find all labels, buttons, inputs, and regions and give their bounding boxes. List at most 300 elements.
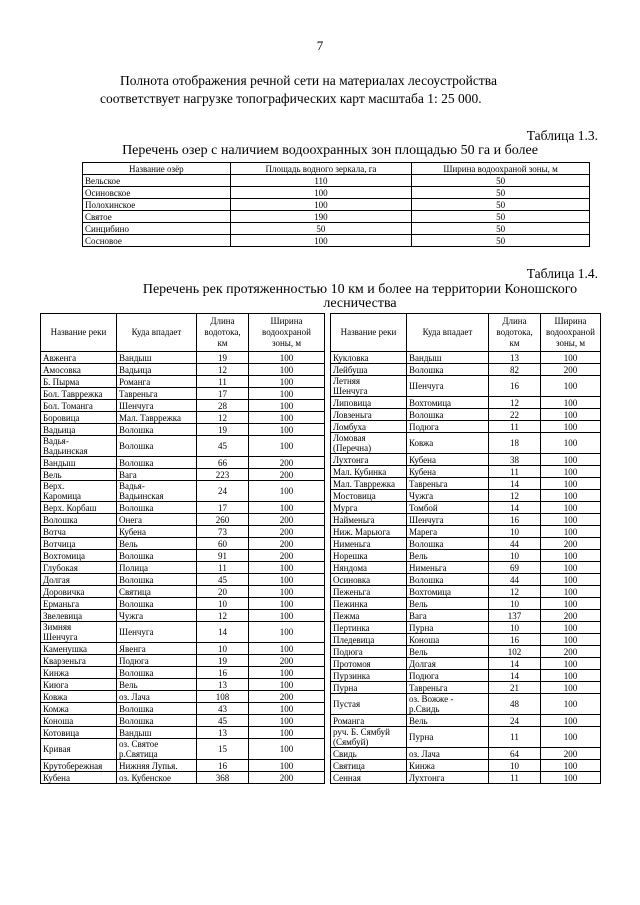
river-row-cell: 100 <box>249 715 325 727</box>
river-row <box>41 562 325 574</box>
river-row-cell: 14 <box>489 502 541 514</box>
river-row-cell: 100 <box>541 715 601 727</box>
river-row-cell: Волошка <box>407 409 489 421</box>
table-1-4-title-line1: Перечень рек протяженностью 10 км и более на территории Коношского <box>142 282 578 297</box>
river-row-cell: Волошка <box>117 715 197 727</box>
river-row-cell: 38 <box>489 454 541 466</box>
river-row <box>331 526 601 538</box>
river-row-cell: Бол. Тавррежка <box>41 388 117 400</box>
lake-row-cell: Осиновское <box>83 187 231 199</box>
lakes-table <box>82 162 590 247</box>
lake-row <box>83 175 590 187</box>
river-row <box>331 466 601 478</box>
river-row-cell: 19 <box>197 655 249 667</box>
river-row-cell: 200 <box>249 514 325 526</box>
river-row-cell: Киюга <box>41 679 117 691</box>
river-row-cell: Протомоя <box>331 658 407 670</box>
river-row <box>331 490 601 502</box>
river-row <box>331 376 601 397</box>
river-row-cell: 11 <box>489 727 541 748</box>
river-row-cell: Чужга <box>117 610 197 622</box>
river-row-cell: Бол. Томанга <box>41 400 117 412</box>
river-row-cell: 100 <box>541 598 601 610</box>
river-row-cell: оз. Лача <box>117 691 197 703</box>
river-row-cell: Мал. Тавррежка <box>117 412 197 424</box>
river-row-cell: 102 <box>489 646 541 658</box>
river-row-cell: Вандыш <box>117 727 197 739</box>
river-row-cell: 17 <box>197 388 249 400</box>
river-row-cell: 100 <box>541 433 601 454</box>
river-row-cell: Летняя Шенчуга <box>331 376 407 397</box>
river-row-cell: Шенчуга <box>407 514 489 526</box>
river-row-cell: 10 <box>489 760 541 772</box>
river-row-cell: 100 <box>249 574 325 586</box>
river-row-cell: Мурга <box>331 502 407 514</box>
river-row-cell: 12 <box>489 397 541 409</box>
rivers-table-left <box>40 313 325 784</box>
river-row-cell: Вель <box>117 679 197 691</box>
river-row-cell: 10 <box>197 643 249 655</box>
lake-row-cell: Синцибино <box>83 223 231 235</box>
river-row-cell: 18 <box>489 433 541 454</box>
river-row-cell: 14 <box>489 670 541 682</box>
rivers-right-header-zone: Ширина водоохраной зоны, м <box>541 314 601 352</box>
river-row-cell: 45 <box>197 436 249 457</box>
river-row-cell: 100 <box>249 424 325 436</box>
river-row-cell: Марега <box>407 526 489 538</box>
river-row-cell: 44 <box>489 538 541 550</box>
river-row-cell: 45 <box>197 574 249 586</box>
river-row-cell: 200 <box>249 655 325 667</box>
river-row <box>331 610 601 622</box>
river-row <box>41 400 325 412</box>
river-row-cell: Кубена <box>41 772 117 784</box>
river-row-cell: Кубена <box>407 454 489 466</box>
river-row <box>331 514 601 526</box>
river-row-cell: оз. Вожже - р.Свидь <box>407 694 489 715</box>
river-row-cell: 21 <box>489 682 541 694</box>
river-row-cell: Волошка <box>117 598 197 610</box>
river-row-cell: 137 <box>489 610 541 622</box>
river-row-cell: Нижняя Лупья. <box>117 760 197 772</box>
river-row-cell: Верх. Каромица <box>41 481 117 502</box>
river-row-cell: Волошка <box>117 574 197 586</box>
river-row-cell: 16 <box>489 514 541 526</box>
river-row <box>331 748 601 760</box>
river-row-cell: 100 <box>249 610 325 622</box>
river-row-cell: 100 <box>541 562 601 574</box>
river-row-cell: 48 <box>489 694 541 715</box>
rivers-right-header <box>331 314 601 352</box>
lakes-table-header <box>83 163 590 175</box>
river-row <box>41 772 325 784</box>
lake-row-cell: Сосновое <box>83 235 231 247</box>
river-row-cell: 13 <box>489 352 541 364</box>
river-row-cell: 200 <box>541 538 601 550</box>
river-row <box>41 352 325 364</box>
river-row-cell: 100 <box>249 481 325 502</box>
river-row-cell: Волошка <box>117 667 197 679</box>
river-row-cell: оз. Святое р.Святица <box>117 739 197 760</box>
river-row-cell: 100 <box>249 364 325 376</box>
river-row-cell: Волошка <box>407 364 489 376</box>
river-row-cell: Волошка <box>117 550 197 562</box>
river-row-cell: Вандыш <box>117 352 197 364</box>
river-row-cell: Романга <box>117 376 197 388</box>
river-row-cell: Лухтонга <box>331 454 407 466</box>
rivers-left-header-name: Название реки <box>41 314 117 352</box>
river-row <box>41 655 325 667</box>
river-row-cell: Мостовица <box>331 490 407 502</box>
rivers-right-header-name: Название реки <box>331 314 407 352</box>
lake-row <box>83 235 590 247</box>
river-row <box>41 550 325 562</box>
river-row-cell: Томбой <box>407 502 489 514</box>
river-row-cell: Липовица <box>331 397 407 409</box>
river-row-cell: 260 <box>197 514 249 526</box>
river-row-cell: Вандыш <box>41 457 117 469</box>
river-row-cell: Кинжа <box>41 667 117 679</box>
river-row-cell: Волошка <box>117 424 197 436</box>
river-row-cell: Мал. Кубинка <box>331 466 407 478</box>
river-row-cell: 12 <box>197 412 249 424</box>
river-row <box>41 679 325 691</box>
river-row-cell: 100 <box>249 388 325 400</box>
river-row-cell: Ломовая (Перечна) <box>331 433 407 454</box>
river-row-cell: 100 <box>249 586 325 598</box>
river-row-cell: 100 <box>249 436 325 457</box>
river-row-cell: 13 <box>197 679 249 691</box>
river-row-cell: 16 <box>197 760 249 772</box>
river-row-cell: 11 <box>489 466 541 478</box>
river-row-cell: 14 <box>489 658 541 670</box>
river-row-cell: Шенчуга <box>407 376 489 397</box>
river-row <box>41 514 325 526</box>
river-row-cell: Глубокая <box>41 562 117 574</box>
river-row-cell: Ловзеньга <box>331 409 407 421</box>
river-row-cell: 10 <box>489 598 541 610</box>
river-row-cell: 82 <box>489 364 541 376</box>
river-row-cell: Вага <box>117 469 197 481</box>
river-row-cell: 100 <box>541 586 601 598</box>
river-row-cell: Шенчуга <box>117 622 197 643</box>
river-row-cell: Вадьица <box>41 424 117 436</box>
river-row-cell: Ковжа <box>41 691 117 703</box>
river-row-cell: Зимняя Шенчуга <box>41 622 117 643</box>
river-row-cell: Вандыш <box>407 352 489 364</box>
river-row-cell: Кубена <box>407 466 489 478</box>
river-row-cell: Явенга <box>117 643 197 655</box>
river-row-cell: Пежма <box>331 610 407 622</box>
lake-row-cell: 50 <box>412 235 590 247</box>
river-row-cell: 16 <box>197 667 249 679</box>
table-1-4-title <box>90 283 630 311</box>
river-row <box>331 502 601 514</box>
river-row-cell: 100 <box>541 622 601 634</box>
river-row <box>41 691 325 703</box>
river-row <box>41 469 325 481</box>
river-row-cell: 200 <box>249 691 325 703</box>
river-row <box>331 622 601 634</box>
lake-row <box>83 199 590 211</box>
river-row <box>41 574 325 586</box>
river-row-cell: 100 <box>249 643 325 655</box>
river-row-cell: 200 <box>541 364 601 376</box>
river-row-cell: 11 <box>197 376 249 388</box>
river-row-cell: 108 <box>197 691 249 703</box>
river-row-cell: 100 <box>249 502 325 514</box>
river-row-cell: Пурзинка <box>331 670 407 682</box>
rivers-left-header-zone: Ширина водоохраной зоны, м <box>249 314 325 352</box>
river-row-cell: руч. Б. Сямбуй (Сямбуй) <box>331 727 407 748</box>
river-row-cell: 100 <box>249 727 325 739</box>
river-row-cell: 11 <box>489 421 541 433</box>
river-row-cell: 200 <box>249 457 325 469</box>
river-row <box>41 715 325 727</box>
river-row-cell: 100 <box>249 667 325 679</box>
river-row-cell: 100 <box>541 454 601 466</box>
river-row-cell: Святица <box>117 586 197 598</box>
river-row-cell: Тавреньга <box>117 388 197 400</box>
river-row-cell: 100 <box>541 550 601 562</box>
lake-row-cell: Полохинское <box>83 199 231 211</box>
rivers-right-header-mouth: Куда впадает <box>407 314 489 352</box>
river-row-cell: Комжа <box>41 703 117 715</box>
river-row-cell: 100 <box>249 703 325 715</box>
river-row-cell: Авженга <box>41 352 117 364</box>
river-row-cell: 100 <box>541 490 601 502</box>
rivers-left-header <box>41 314 325 352</box>
river-row-cell: 100 <box>249 760 325 772</box>
river-row-cell: 100 <box>541 514 601 526</box>
river-row-cell: 100 <box>541 478 601 490</box>
river-row-cell: оз. Лача <box>407 748 489 760</box>
river-row <box>331 574 601 586</box>
river-row-cell: 100 <box>541 526 601 538</box>
river-row-cell: 100 <box>541 760 601 772</box>
river-row-cell: Чужга <box>407 490 489 502</box>
lake-row <box>83 187 590 199</box>
river-row-cell: Вель <box>117 538 197 550</box>
river-row-cell: 200 <box>249 469 325 481</box>
table-1-4-title-line2: лесничества <box>323 296 397 311</box>
river-row <box>331 772 601 784</box>
river-row-cell: 100 <box>541 466 601 478</box>
river-row-cell: Подюга <box>407 670 489 682</box>
river-row-cell: 100 <box>541 634 601 646</box>
river-row-cell: 100 <box>249 679 325 691</box>
river-row-cell: Вадья- Вадьинская <box>117 481 197 502</box>
river-row-cell: 100 <box>541 694 601 715</box>
river-row <box>41 388 325 400</box>
river-row-cell: Няндома <box>331 562 407 574</box>
river-row-cell: 223 <box>197 469 249 481</box>
river-row-cell: Кварзеньга <box>41 655 117 667</box>
river-row-cell: Б. Пырма <box>41 376 117 388</box>
river-row-cell: 16 <box>489 376 541 397</box>
table-1-4-label: Таблица 1.4. <box>526 266 598 281</box>
river-row-cell: Шенчуга <box>117 400 197 412</box>
river-row-cell: 17 <box>197 502 249 514</box>
river-row-cell: Вель <box>407 646 489 658</box>
river-row-cell: 100 <box>541 670 601 682</box>
river-row-cell: 10 <box>489 550 541 562</box>
river-row-cell: Амосовка <box>41 364 117 376</box>
river-row-cell: 11 <box>197 562 249 574</box>
river-row-cell: Пледевица <box>331 634 407 646</box>
river-row <box>331 550 601 562</box>
river-row-cell: 73 <box>197 526 249 538</box>
river-row-cell: 100 <box>541 574 601 586</box>
river-row-cell: Боровица <box>41 412 117 424</box>
river-row-cell: Вель <box>41 469 117 481</box>
river-row-cell: Вага <box>407 610 489 622</box>
river-row-cell: 200 <box>541 610 601 622</box>
river-row-cell: Каменушка <box>41 643 117 655</box>
river-row-cell: 14 <box>489 478 541 490</box>
river-row-cell: 100 <box>541 682 601 694</box>
river-row-cell: Пурна <box>407 727 489 748</box>
river-row-cell: Волошка <box>117 502 197 514</box>
river-row-cell: 100 <box>249 376 325 388</box>
river-row-cell: 200 <box>249 772 325 784</box>
lake-row-cell: Святое <box>83 211 231 223</box>
river-row-cell: 100 <box>541 727 601 748</box>
river-row-cell: Вель <box>407 598 489 610</box>
river-row-cell: Доровичка <box>41 586 117 598</box>
river-row-cell: Вотчица <box>41 538 117 550</box>
river-row-cell: 100 <box>249 739 325 760</box>
river-row-cell: Котовица <box>41 727 117 739</box>
river-row-cell: 12 <box>197 364 249 376</box>
river-row-cell: Вадьица <box>117 364 197 376</box>
river-row <box>331 433 601 454</box>
river-row <box>41 622 325 643</box>
river-row <box>41 412 325 424</box>
lake-row-cell: 110 <box>230 175 412 187</box>
river-row <box>331 694 601 715</box>
intro-paragraph-line1: Полнота отображения речной сети на материалах лесоустройства <box>120 73 497 88</box>
river-row-cell: Волошка <box>117 457 197 469</box>
river-row <box>41 610 325 622</box>
river-row-cell: Свидь <box>331 748 407 760</box>
river-row-cell: Кинжа <box>407 760 489 772</box>
river-row-cell: 100 <box>541 421 601 433</box>
river-row-cell: Тавреньга <box>407 682 489 694</box>
river-row-cell: Долгая <box>407 658 489 670</box>
river-row-cell: 10 <box>197 598 249 610</box>
river-row-cell: Онега <box>117 514 197 526</box>
river-row-cell: Романга <box>331 715 407 727</box>
river-row-cell: Пурна <box>331 682 407 694</box>
table-1-3-label: Таблица 1.3. <box>526 128 598 143</box>
river-row <box>41 643 325 655</box>
river-row-cell: 16 <box>489 634 541 646</box>
river-row-cell: 19 <box>197 352 249 364</box>
river-row <box>331 454 601 466</box>
page-number: 7 <box>316 38 324 53</box>
river-row <box>331 538 601 550</box>
river-row-cell: Пустая <box>331 694 407 715</box>
river-row-cell: Нименьга <box>331 538 407 550</box>
river-row <box>41 760 325 772</box>
lake-row-cell: 50 <box>412 199 590 211</box>
river-row <box>331 658 601 670</box>
lake-row-cell: 50 <box>412 223 590 235</box>
river-row-cell: Волошка <box>117 436 197 457</box>
river-row <box>41 457 325 469</box>
river-row-cell: 66 <box>197 457 249 469</box>
river-row-cell: Полица <box>117 562 197 574</box>
river-row-cell: Вохтомица <box>407 397 489 409</box>
lake-row-cell: 100 <box>230 199 412 211</box>
lake-row-cell: 100 <box>230 187 412 199</box>
river-row <box>331 634 601 646</box>
river-row-cell: 200 <box>541 646 601 658</box>
river-row-cell: 10 <box>489 526 541 538</box>
lake-row <box>83 211 590 223</box>
lakes-header-name: Название озёр <box>83 163 231 175</box>
river-row-cell: Пежинка <box>331 598 407 610</box>
lake-row-cell: 50 <box>412 175 590 187</box>
river-row-cell: Святица <box>331 760 407 772</box>
river-row-cell: Кривая <box>41 739 117 760</box>
river-row <box>41 436 325 457</box>
lake-row-cell: 100 <box>230 235 412 247</box>
river-row-cell: 22 <box>489 409 541 421</box>
lake-row-cell: 50 <box>230 223 412 235</box>
river-row-cell: 15 <box>197 739 249 760</box>
river-row-cell: Осиновка <box>331 574 407 586</box>
river-row-cell: 200 <box>249 538 325 550</box>
river-row <box>41 502 325 514</box>
river-row-cell: Волошка <box>117 703 197 715</box>
river-row <box>41 376 325 388</box>
river-row <box>331 421 601 433</box>
river-row <box>331 397 601 409</box>
river-row <box>41 739 325 760</box>
river-row <box>331 562 601 574</box>
river-row-cell: 64 <box>489 748 541 760</box>
rivers-table-right <box>330 313 601 784</box>
river-row <box>331 409 601 421</box>
river-row-cell: 100 <box>541 772 601 784</box>
river-row <box>41 538 325 550</box>
river-row <box>331 478 601 490</box>
river-row-cell: 200 <box>541 748 601 760</box>
river-row <box>331 715 601 727</box>
river-row-cell: Вохтомица <box>41 550 117 562</box>
river-row-cell: 368 <box>197 772 249 784</box>
river-row-cell: 43 <box>197 703 249 715</box>
rivers-right-header-length: Длина водотока, км <box>489 314 541 352</box>
river-row-cell: Пеженьга <box>331 586 407 598</box>
river-row-cell: 100 <box>541 397 601 409</box>
river-row <box>331 364 601 376</box>
river-row-cell: Кубена <box>117 526 197 538</box>
river-row-cell: Верх. Корбаш <box>41 502 117 514</box>
river-row-cell: 19 <box>197 424 249 436</box>
river-row-cell: Волошка <box>407 538 489 550</box>
lake-row-cell: 190 <box>230 211 412 223</box>
river-row <box>331 682 601 694</box>
river-row-cell: Ковжа <box>407 433 489 454</box>
river-row-cell: Вель <box>407 550 489 562</box>
river-row-cell: 100 <box>249 562 325 574</box>
river-row-cell: Пурна <box>407 622 489 634</box>
river-row-cell: Сенная <box>331 772 407 784</box>
river-row-cell: Вотча <box>41 526 117 538</box>
